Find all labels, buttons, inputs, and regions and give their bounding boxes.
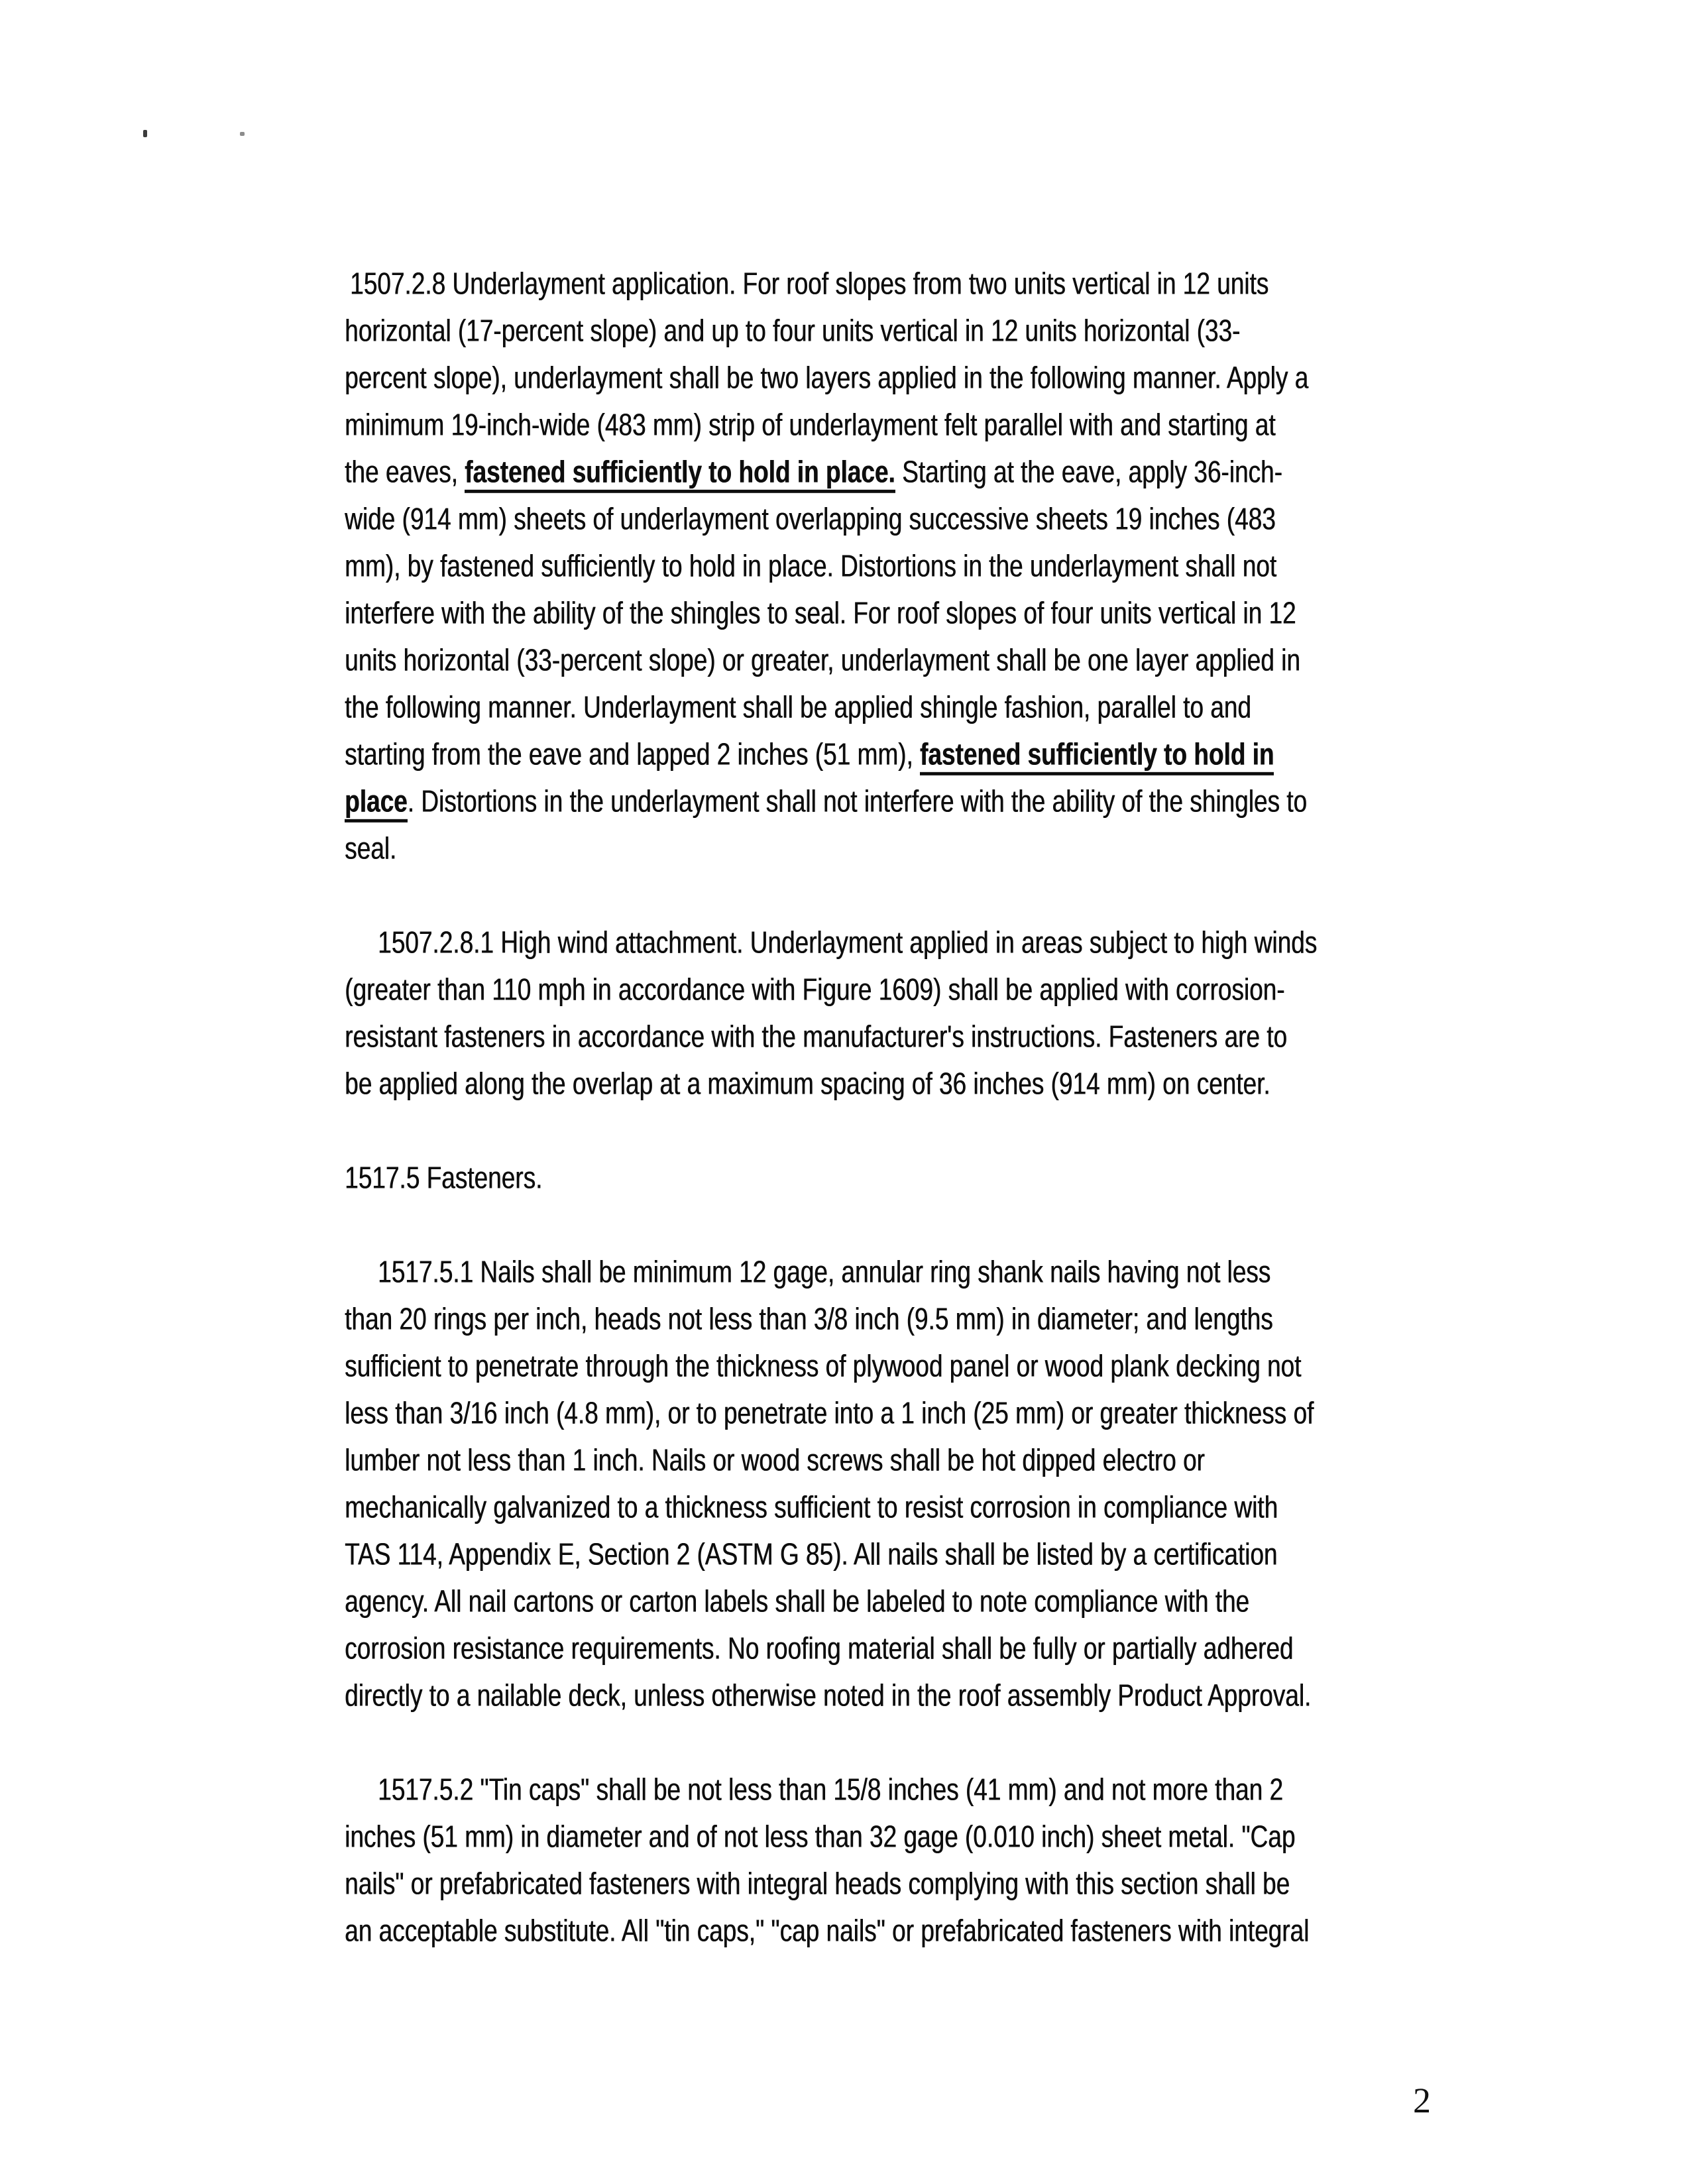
text-line <box>345 1391 1511 1438</box>
text-line-content <box>345 1350 1301 1384</box>
page-number: 2 <box>1413 2081 1431 2120</box>
text-line-content <box>345 1585 1249 1619</box>
text-line-content <box>345 1161 542 1196</box>
text-line <box>345 403 1511 450</box>
section-1517-5-1 <box>345 1250 1511 1721</box>
text-line <box>345 779 1511 827</box>
text-line <box>345 1768 1511 1815</box>
text-line-content <box>378 1773 1283 1808</box>
text-line <box>345 827 1511 874</box>
text-segment: agency. All nail cartons or carton labels shall be labeled to note compliance with the <box>345 1584 1250 1619</box>
text-line <box>345 1532 1511 1580</box>
text-line-content <box>378 926 1317 960</box>
text-line-content <box>345 1820 1295 1855</box>
text-segment: than 20 rings per inch, heads not less than 3/8 inch (9.5 mm) in diameter; and lengths <box>345 1302 1273 1336</box>
text-line <box>345 921 1511 968</box>
text-segment: seal. <box>345 831 397 866</box>
text-segment: inches (51 mm) in diameter and of not less than 32 gage (0.010 inch) sheet metal. "Cap <box>345 1819 1296 1854</box>
section-1507-2-8-1 <box>345 921 1511 1109</box>
text-segment: an acceptable substitute. All "tin caps," "cap nails" or prefabricated fasteners with integral <box>345 1914 1310 1948</box>
text-line <box>345 544 1511 591</box>
text-line <box>345 356 1511 403</box>
text-line <box>345 1862 1511 1909</box>
text-line-content <box>345 738 1274 772</box>
text-line-content <box>345 502 1276 537</box>
text-line-content <box>345 1491 1278 1525</box>
text-line-content <box>345 597 1296 631</box>
text-line-content <box>345 1632 1293 1666</box>
document-body <box>345 262 1511 1956</box>
scan-speck <box>240 132 245 136</box>
text-segment: horizontal (17-percent slope) and up to four units vertical in 12 units horizontal (33- <box>345 314 1241 348</box>
text-line <box>345 1344 1511 1391</box>
text-line-content <box>345 832 396 866</box>
text-segment: be applied along the overlap at a maximum spacing of 36 inches (914 mm) on center. <box>345 1066 1270 1101</box>
text-line <box>345 1909 1511 1956</box>
text-segment: 1507.2.8 Underlayment application. For roof slopes from two units vertical in 12 units <box>350 266 1269 301</box>
text-line-content <box>378 1255 1270 1290</box>
text-segment: (greater than 110 mph in accordance with Figure 1609) shall be applied with corrosion- <box>345 972 1285 1007</box>
text-line <box>345 1250 1511 1297</box>
text-segment: 1507.2.8.1 High wind attachment. Underlayment applied in areas subject to high winds <box>378 925 1318 960</box>
text-line <box>345 262 1511 309</box>
text-segment: 1517.5 Fasteners. <box>345 1161 543 1195</box>
text-line <box>345 1015 1511 1062</box>
text-line-content <box>345 785 1307 819</box>
text-segment: TAS 114, Appendix E, Section 2 (ASTM G 85). All nails shall be listed by a certification <box>345 1537 1278 1572</box>
text-segment: directly to a nailable deck, unless otherwise noted in the roof assembly Product Approval. <box>345 1678 1312 1713</box>
text-line-content <box>345 1302 1273 1337</box>
text-line <box>345 968 1511 1015</box>
text-line-content <box>345 314 1240 349</box>
text-line-content <box>345 973 1284 1007</box>
emphasized-phrase: fastened sufficiently to hold in place. <box>465 455 895 493</box>
text-line <box>345 1062 1511 1109</box>
text-line <box>345 450 1511 497</box>
text-line-content <box>345 1397 1314 1431</box>
section-1507-2-8 <box>345 262 1511 874</box>
text-line <box>345 1485 1511 1532</box>
text-segment: the eaves, <box>345 455 465 489</box>
text-segment: resistant fasteners in accordance with the manufacturer's instructions. Fasteners are to <box>345 1019 1287 1054</box>
text-line <box>345 1297 1511 1344</box>
scan-speck <box>143 130 147 137</box>
text-line-content <box>345 455 1282 490</box>
text-segment: percent slope), underlayment shall be two layers applied in the following manner. Apply a <box>345 361 1309 395</box>
text-line <box>345 591 1511 638</box>
text-line-content <box>345 1020 1287 1055</box>
text-line <box>345 1438 1511 1485</box>
text-segment: interfere with the ability of the shingles to seal. For roof slopes of four units vertical in 12 <box>345 596 1296 630</box>
text-segment: units horizontal (33-percent slope) or greater, underlayment shall be one layer applied in <box>345 643 1300 677</box>
text-segment: wide (914 mm) sheets of underlayment overlapping successive sheets 19 inches (483 <box>345 502 1276 536</box>
text-line-content <box>345 1867 1290 1902</box>
text-segment: sufficient to penetrate through the thickness of plywood panel or wood plank decking not <box>345 1349 1302 1383</box>
text-line-content <box>345 1679 1311 1713</box>
text-segment: mechanically galvanized to a thickness sufficient to resist corrosion in compliance with <box>345 1490 1278 1524</box>
section-1517-5-2 <box>345 1768 1511 1956</box>
text-segment: corrosion resistance requirements. No roofing material shall be fully or partially adhered <box>345 1631 1294 1666</box>
text-line <box>345 1815 1511 1862</box>
text-segment: 1517.5.1 Nails shall be minimum 12 gage, annular ring shank nails having not less <box>378 1255 1271 1289</box>
text-line-content <box>345 549 1276 584</box>
text-line-content <box>345 1538 1277 1572</box>
text-line <box>345 638 1511 685</box>
text-line <box>345 497 1511 544</box>
emphasized-phrase: fastened sufficiently to hold in <box>920 738 1274 776</box>
text-line-content <box>345 408 1276 443</box>
text-segment: minimum 19-inch-wide (483 mm) strip of underlayment felt parallel with and starting at <box>345 408 1276 442</box>
text-segment: lumber not less than 1 inch. Nails or wood screws shall be hot dipped electro or <box>345 1443 1205 1477</box>
text-line <box>345 685 1511 732</box>
text-line-content <box>345 1067 1270 1102</box>
text-segment: starting from the eave and lapped 2 inches (51 mm), <box>345 737 920 772</box>
text-segment: nails" or prefabricated fasteners with integral heads complying with this section shall be <box>345 1867 1290 1901</box>
text-line-content <box>345 691 1251 725</box>
text-line-content <box>345 1914 1309 1949</box>
emphasized-phrase: place <box>345 785 408 823</box>
text-line-content <box>345 644 1300 678</box>
text-segment: the following manner. Underlayment shall be applied shingle fashion, parallel to and <box>345 690 1251 724</box>
text-line <box>345 732 1511 779</box>
text-line <box>345 1156 1511 1203</box>
text-line <box>345 1627 1511 1674</box>
text-segment: 1517.5.2 "Tin caps" shall be not less than 15/8 inches (41 mm) and not more than 2 <box>378 1772 1283 1807</box>
text-line-content <box>345 1444 1205 1478</box>
text-line-content <box>345 361 1308 396</box>
heading-1517-5 <box>345 1156 1511 1203</box>
text-segment: . Distortions in the underlayment shall not interfere with the ability of the shingles to <box>407 784 1308 819</box>
text-line-content <box>350 267 1268 302</box>
text-segment: Starting at the eave, apply 36-inch- <box>895 455 1282 489</box>
text-segment: mm), by fastened sufficiently to hold in place. Distortions in the underlayment shall not <box>345 549 1277 583</box>
text-segment: less than 3/16 inch (4.8 mm), or to penetrate into a 1 inch (25 mm) or greater thickness of <box>345 1396 1314 1430</box>
text-line <box>345 309 1511 356</box>
text-line <box>345 1580 1511 1627</box>
text-line <box>345 1674 1511 1721</box>
